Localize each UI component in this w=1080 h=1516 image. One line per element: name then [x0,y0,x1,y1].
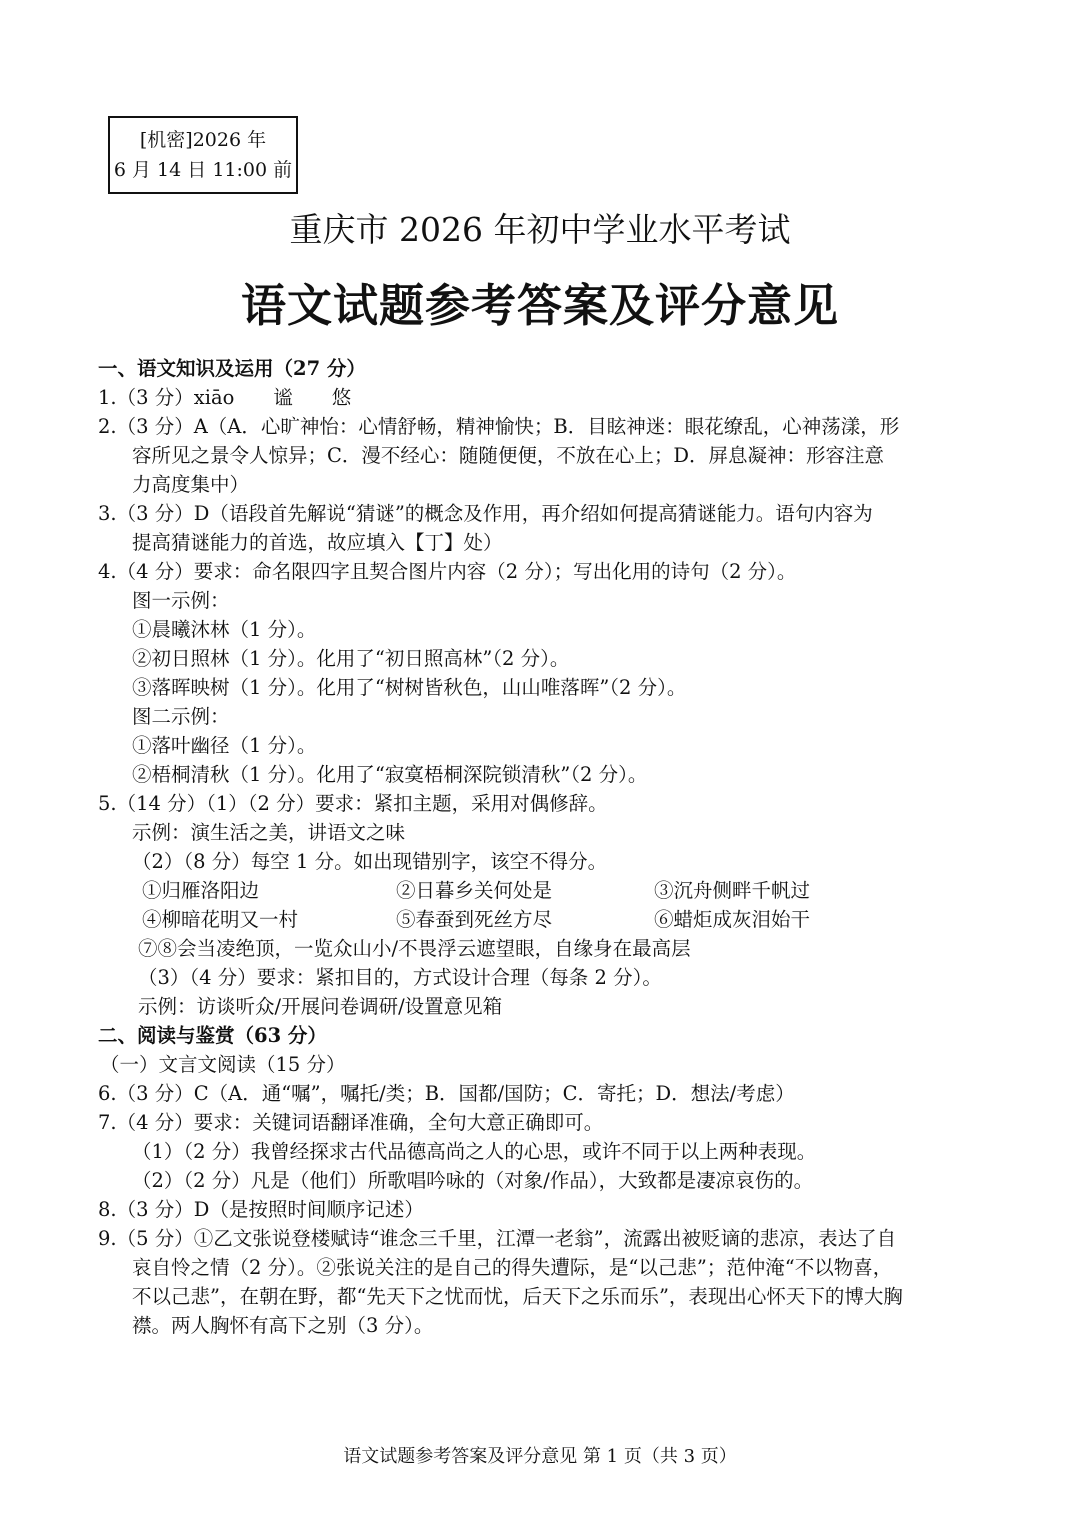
blank-answer: ①归雁洛阳边 [142,879,260,902]
confidential-line-2: 6 月 14 日 11:00 前 [113,159,293,181]
answer-q6: 6.（3 分）C（A．通“嘱”，嘱托/类；B．国都/国防；C．寄托；D．想法/考虑） [98,1082,795,1105]
answer-q4-sub: ③落晖映树（1 分）。化用了“树树皆秋色，山山唯落晖”（2 分）。 [132,676,687,699]
exam-title: 重庆市 2026 年初中学业水平考试 [289,210,791,249]
answer-q2-cont: 容所见之景令人惊异；C．漫不经心：随随便便，不放在心上；D．屏息凝神：形容注意 [132,444,885,467]
answer-q7-sub: （1）（2 分）我曾经探求古代品德高尚之人的心思，或许不同于以上两种表现。 [132,1140,817,1163]
answer-q9-cont: 襟。两人胸怀有高下之别（3 分）。 [132,1314,434,1337]
answer-q5: 5.（14 分）（1）（2 分）要求：紧扣主题，采用对偶修辞。 [98,792,608,815]
answer-q2: 2.（3 分）A（A．心旷神怡：心情舒畅，精神愉快；B．目眩神迷：眼花缭乱，心神荡漾，形 [98,415,900,438]
section-heading-2: 二、阅读与鉴赏（63 分） [98,1024,327,1047]
page-footer: 语文试题参考答案及评分意见 第 1 页（共 3 页） [343,1446,737,1467]
blank-answer: ⑤春蚕到死丝方尽 [396,908,553,931]
answer-q4-sub: 图一示例： [132,589,230,612]
answer-q8: 8.（3 分）D（是按照时间顺序记述） [98,1198,424,1221]
answer-q4-sub: ②初日照林（1 分）。化用了“初日照高林”（2 分）。 [132,647,570,670]
subsection-heading: （一）文言文阅读（15 分） [100,1053,346,1076]
answer-q2-cont: 力高度集中） [132,473,250,496]
answer-q3: 3.（3 分）D（语段首先解说“猜谜”的概念及作用，再介绍如何提高猜谜能力。语句内容为 [98,502,873,525]
answer-q5-sub: 示例：演生活之美，讲语文之味 [132,821,406,844]
confidential-line-1: [机密]2026 年 [139,129,267,151]
blank-answer: ③沉舟侧畔千帆过 [654,879,811,902]
answer-q9-cont: 哀自怜之情（2 分）。②张说关注的是自己的得失遭际，是“以己悲”；范仲淹“不以物喜， [132,1256,893,1279]
answer-q5-sub: （2）（8 分）每空 1 分。如出现错别字，该空不得分。 [132,850,608,873]
answer-q5-sub: ⑦⑧会当凌绝顶，一览众山小/不畏浮云遮望眼，自缘身在最高层 [138,937,691,960]
answer-q4-sub: ①落叶幽径（1 分）。 [132,734,317,757]
answer-q7-sub: （2）（2 分）凡是（他们）所歌唱吟咏的（对象/作品），大致都是凄凉哀伤的。 [132,1169,814,1192]
answer-body [98,354,960,1340]
answer-q9-cont: 不以己悲”，在朝在野，都“先天下之忧而忧，后天下之乐而乐”，表现出心怀天下的博大胸 [132,1285,903,1308]
answer-q4-sub: ①晨曦沐林（1 分）。 [132,618,317,641]
document-title: 语文试题参考答案及评分意见 [240,279,839,332]
blank-answer: ②日暮乡关何处是 [396,879,553,902]
answer-q9: 9.（5 分）①乙文张说登楼赋诗“谁念三千里，江潭一老翁”，流露出被贬谪的悲凉，表达了自 [98,1227,897,1250]
blank-answer: ⑥蜡炬成灰泪始干 [654,908,811,931]
answer-q3-cont: 提高猜谜能力的首选，故应填入【丁】处） [132,531,503,554]
answer-q5-sub: （3）（4 分）要求：紧扣目的，方式设计合理（每条 2 分）。 [138,966,662,989]
answer-q1: 1.（3 分）xiāo 谧 悠 [98,386,352,409]
answer-q4: 4.（4 分）要求：命名限四字且契合图片内容（2 分）；写出化用的诗句（2 分）。 [98,560,797,583]
blank-answer: ④柳暗花明又一村 [142,908,299,931]
blank-answers-row-2 [98,905,960,934]
answer-q4-sub: ②梧桐清秋（1 分）。化用了“寂寞梧桐深院锁清秋”（2 分）。 [132,763,648,786]
section-heading-1: 一、语文知识及运用（27 分） [98,357,366,380]
answer-q5-sub: 示例：访谈听众/开展问卷调研/设置意见箱 [138,995,503,1018]
confidential-notice [108,116,298,194]
answer-q7: 7.（4 分）要求：关键词语翻译准确，全句大意正确即可。 [98,1111,604,1134]
blank-answers-row-1 [98,876,960,905]
answer-q4-sub: 图二示例： [132,705,230,728]
